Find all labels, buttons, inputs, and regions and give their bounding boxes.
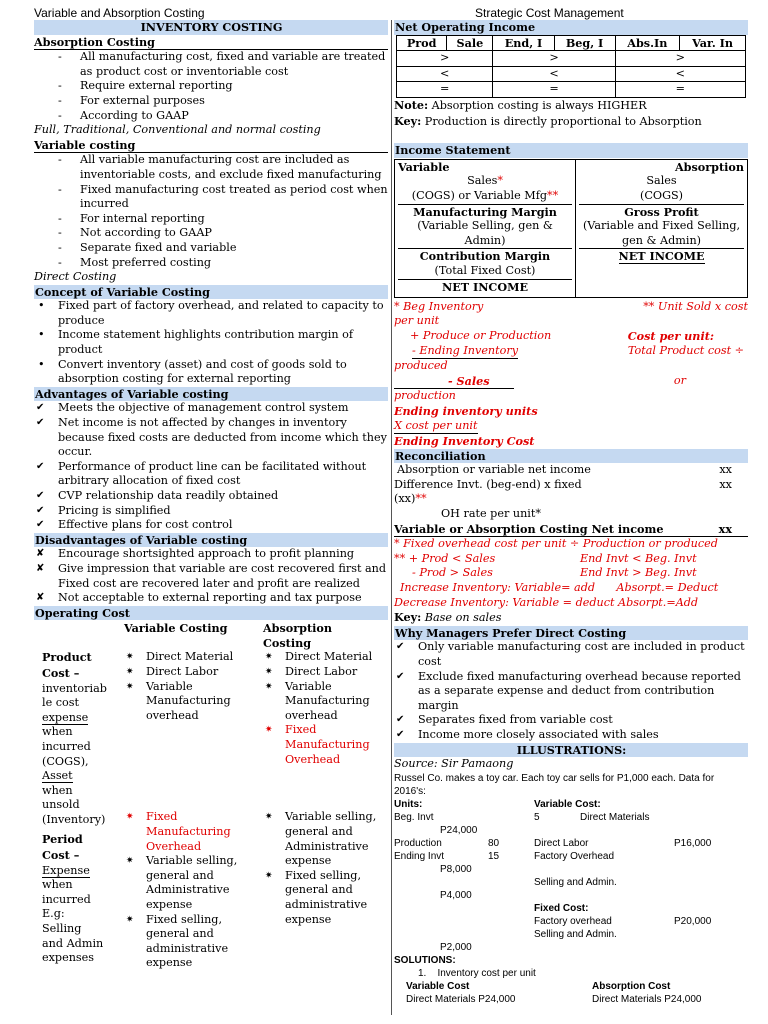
list-item: - Most preferred costing [34,256,388,271]
list-item: ✔ Net income is not affected by changes in inventory because fixed costs are deducted from income which they occur. [34,416,388,460]
list-item: • Convert inventory (asset) and cost of goods sold to absorption costing for external reporting [34,358,388,387]
noi-table [396,35,746,98]
list-item: ✔ Income more closely associated with sales [394,728,748,743]
calc-block: * Beg Inventory ** Unit Sold x cost per unit + Produce or Production Cost per unit: - Ending Inventory Total Product cost ÷ produced - Sales or production Ending inventory units X cost per unit Ending Inventory Cost [394,299,748,449]
disadvantages-title: Disadvantages of Variable costing [34,533,388,548]
table-header: End, I [493,35,554,51]
inventory-notes: * Fixed overhead cost per unit ÷ Production or produced ** + Prod < Sales End Invt < Beg. Invt - Prod > Sales End Invt > Beg. Invt Increase Inventory: Variable= add Absorpt.= Deduct Decrease Inventory: Variable = deduct Absorpt.=Add [394,537,719,609]
list-item: - Separate fixed and variable [34,241,388,256]
reconciliation-block: Absorption or variable net income xx Difference Invt. (beg-end) x fixed xx (xx)** OH rate per unit* Variable or Absorption Costing Net income xx [394,463,748,537]
left-column [34,20,388,980]
list-item: ✔ Pricing is simplified [34,504,388,519]
list-item: - For internal reporting [34,212,388,227]
list-item: - Not according to GAAP [34,226,388,241]
variable-statement: Variable Sales* (COGS) or Variable Mfg** Manufacturing Margin (Variable Selling, gen & Admin) Contribution Margin (Total Fixed Cost) NET INCOME [395,160,576,297]
list-item: ✷ Fixed Manufacturing Overhead [263,723,388,767]
product-abs-list [263,650,388,767]
table-row: = = = [397,82,746,98]
list-item: • Income statement highlights contribution margin of product [34,328,388,357]
disadvantages-list [34,547,388,605]
col-variable-costing: Variable Costing [124,621,228,636]
list-item: ✷ Fixed Manufacturing Overhead [124,810,254,854]
list-item: - For external purposes [34,94,388,109]
inventory-costing-title: INVENTORY COSTING [34,20,388,35]
table-header: Beg, I [554,35,615,51]
noi-key: Key: Production is directly proportional to Absorption [394,113,702,128]
list-item: - All variable manufacturing cost are included as inventoriable costs, and exclude fixed manufacturing [34,153,388,182]
why-managers-title: Why Managers Prefer Direct Costing [394,626,748,641]
noi-note: Note: Absorption costing is always HIGHER [394,97,647,112]
list-item: ✷ Fixed selling, general and administrative expense [263,869,388,927]
product-var-list [124,650,254,723]
list-item: - Require external reporting [34,79,388,94]
list-item: ✷ Direct Material [263,650,388,665]
product-cost-label: Product Cost – [42,650,92,680]
list-item: • Fixed part of factory overhead, and related to capacity to produce [34,299,388,328]
advantages-list [34,401,388,532]
advantages-title: Advantages of Variable costing [34,387,388,402]
illustrations-title: ILLUSTRATIONS: [394,743,748,758]
reconciliation-title: Reconciliation [394,449,748,464]
operating-cost-title: Operating Cost [34,606,388,621]
illustrations-source: Source: Sir Pamaong [394,757,514,771]
right-column [394,20,748,1012]
income-statement-title: Income Statement [394,143,748,158]
table-row: > > > [397,51,746,67]
list-item: ✔ Effective plans for cost control [34,518,388,533]
list-item: ✘ Encourage shortsighted approach to profit planning [34,547,388,562]
list-item: ✔ Performance of product line can be facilitated without arbitrary allocation of fixed cost [34,460,388,489]
income-statement-box [394,159,748,298]
table-header: Sale [447,35,493,51]
table-header: Prod [397,35,447,51]
concept-title: Concept of Variable Costing [34,285,388,300]
list-item: - Fixed manufacturing cost treated as period cost when incurred [34,183,388,212]
table-header: Abs.In [615,35,680,51]
header-left: Variable and Absorption Costing [34,6,205,20]
list-item: ✷ Variable Manufacturing overhead [263,680,388,724]
header-right: Strategic Cost Management [475,6,624,20]
col-absorption-costing: Absorption Costing [263,621,332,650]
list-item: ✔ CVP relationship data readily obtained [34,489,388,504]
list-item: ✘ Give impression that variable are cost recovered first and Fixed cost are recovered later and profit are realized [34,562,388,591]
absorption-aka: Full, Traditional, Conventional and normal costing [34,123,321,137]
period-abs-list [263,810,388,927]
concept-list [34,299,388,387]
list-item: ✔ Meets the objective of management control system [34,401,388,416]
absorption-list [34,50,388,123]
notes-key: Key: Base on sales [394,610,502,625]
noi-title: Net Operating Income [394,20,748,35]
variable-list [34,153,388,270]
list-item: ✔ Exclude fixed manufacturing overhead because reported as a separate expense and deduct from contribution margin [394,670,748,714]
list-item: ✔ Separates fixed from variable cost [394,713,748,728]
list-item: - All manufacturing cost, fixed and variable are treated as product cost or inventoriable cost [34,50,388,79]
product-cost-desc: Product Cost – inventoriab le cost expense when incurred (COGS), Asset when unsold (Inventory) [42,650,107,826]
list-item: ✷ Variable Manufacturing overhead [124,680,254,724]
column-divider [391,20,392,1015]
absorption-statement: Absorption Sales (COGS) Gross Profit (Variable and Fixed Selling, gen & Admin) NET INCOME [576,160,747,297]
period-cost-label: Period Cost – [42,832,83,862]
list-item: ✷ Direct Labor [263,665,388,680]
variable-title: Variable costing [34,138,388,154]
period-cost-desc: Period Cost – Expense when incurred E.g: Selling and Admin expenses [42,832,104,965]
list-item: ✔ Only variable manufacturing cost are included in product cost [394,640,748,669]
table-row: < < < [397,66,746,82]
why-managers-list [394,640,748,742]
list-item: ✷ Fixed selling, general and administrative expense [124,913,254,971]
absorption-title: Absorption Costing [34,35,388,51]
list-item: ✷ Direct Labor [124,665,254,680]
list-item: ✷ Variable selling, general and Administrative expense [263,810,388,868]
illustration-block: Russel Co. makes a toy car. Each toy car sells for P1,000 each. Data for 2016's: Units: Variable Cost: Beg. Invt 5 Direct Materials P24,000 Production 80 Direct Labor P16,000 Ending Invt 15 Factory Overhead P8,000 Selling and Admin. P4,000 Fixed Cost: Factory overhead P20,000 Selling and Admin. P2,000 SOLUTIONS: 1. Inventory cost per unit Variable Cost Absorption Cost Direct Materials P24,000 Direct Materials P24,000 [394,772,715,1005]
variable-aka: Direct Costing [34,270,117,284]
period-var-list [124,810,254,971]
list-item: - According to GAAP [34,109,388,124]
list-item: ✷ Direct Material [124,650,254,665]
operating-cost-grid [34,620,388,980]
list-item: ✘ Not acceptable to external reporting and tax purpose [34,591,388,606]
table-header: Var. In [680,35,746,51]
list-item: ✷ Variable selling, general and Administrative expense [124,854,254,912]
